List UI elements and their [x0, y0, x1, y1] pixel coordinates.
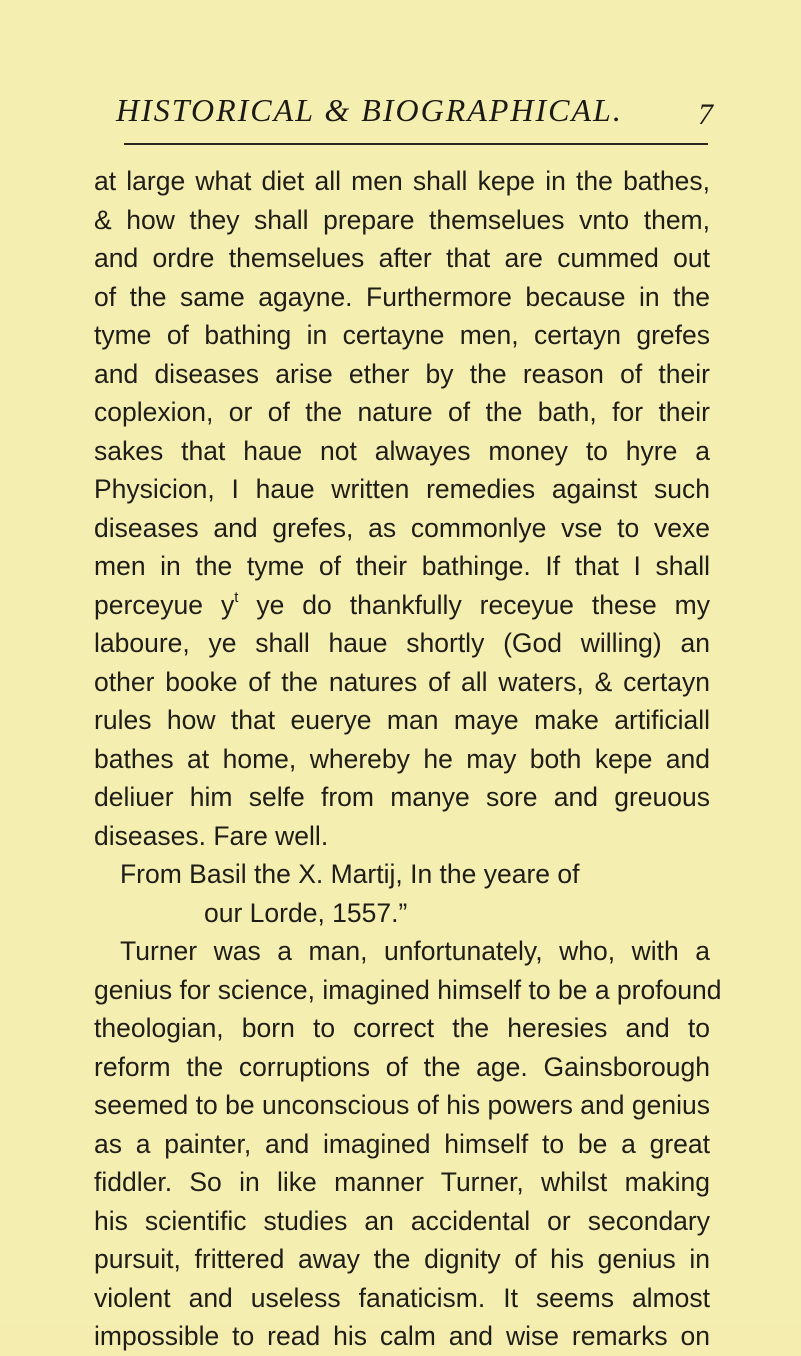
- body-text: [94, 162, 722, 1356]
- header-rule: [124, 143, 708, 145]
- text-line: reform the corruptions of the age. Gainsborough: [94, 1051, 710, 1082]
- text-line: Physicion, I haue written remedies against such: [94, 474, 710, 504]
- text-fragment: ye do thankfully receyue these my: [238, 589, 710, 620]
- text-line: violent and useless fanaticism. It seems almost: [94, 1282, 710, 1313]
- text-line: genius for science, imagined himself to be a profound: [94, 974, 722, 1005]
- running-title: HISTORICAL & BIOGRAPHICAL.: [116, 92, 623, 128]
- text-line: and ordre themselues after that are cummed out: [94, 243, 710, 273]
- date-line: From Basil the X. Martij, In the yeare of: [120, 859, 580, 889]
- text-line: coplexion, or of the nature of the bath, for their: [94, 397, 710, 427]
- text-line: and diseases arise ether by the reason of their: [94, 358, 710, 389]
- text-line: deliuer him selfe from manye sore and greuous: [94, 782, 710, 812]
- text-line: his scientific studies an accidental or secondary: [94, 1205, 710, 1236]
- text-line: impossible to read his calm and wise remarks on: [94, 1321, 710, 1351]
- date-line: our Lorde, 1557.”: [204, 897, 408, 928]
- paragraph-start: Turner was a man, unfortunately, who, with a: [120, 936, 710, 966]
- text-line: as a painter, and imagined himself to be a great: [94, 1128, 710, 1159]
- text-line: other booke of the natures of all waters, & certayn: [94, 666, 710, 697]
- text-line: diseases and grefes, as commonlye vse to vexe: [94, 512, 710, 543]
- text-line: tyme of bathing in certayne men, certayn grefes: [94, 320, 710, 350]
- text-line: of the same agayne. Furthermore because in the: [94, 281, 710, 312]
- text-line: sakes that haue not alwayes money to hyre a: [94, 435, 710, 466]
- text-line: men in the tyme of their bathinge. If that I shall: [94, 551, 710, 581]
- page-number: 7: [698, 98, 713, 131]
- text-line: at large what diet all men shall kepe in the bathes,: [94, 166, 710, 196]
- text-line: theologian, born to correct the heresies and to: [94, 1013, 710, 1043]
- text-line: bathes at home, whereby he may both kepe and: [94, 743, 710, 774]
- running-head: [116, 92, 712, 132]
- text-line: rules how that euerye man maye make artificiall: [94, 705, 710, 735]
- text-line: seemed to be unconscious of his powers and genius: [94, 1090, 710, 1120]
- text-line: pursuit, frittered away the dignity of his genius in: [94, 1244, 710, 1274]
- text-line: laboure, ye shall haue shortly (God willing) an: [94, 628, 710, 658]
- superscript: t: [234, 588, 239, 606]
- text-fragment: perceyue y: [94, 589, 235, 620]
- text-line: diseases. Fare well.: [94, 820, 329, 851]
- text-line: & how they shall prepare themselues vnto them,: [94, 204, 710, 235]
- text-line-with-superscript: [94, 586, 710, 625]
- text-line: fiddler. So in like manner Turner, whilst making: [94, 1167, 710, 1197]
